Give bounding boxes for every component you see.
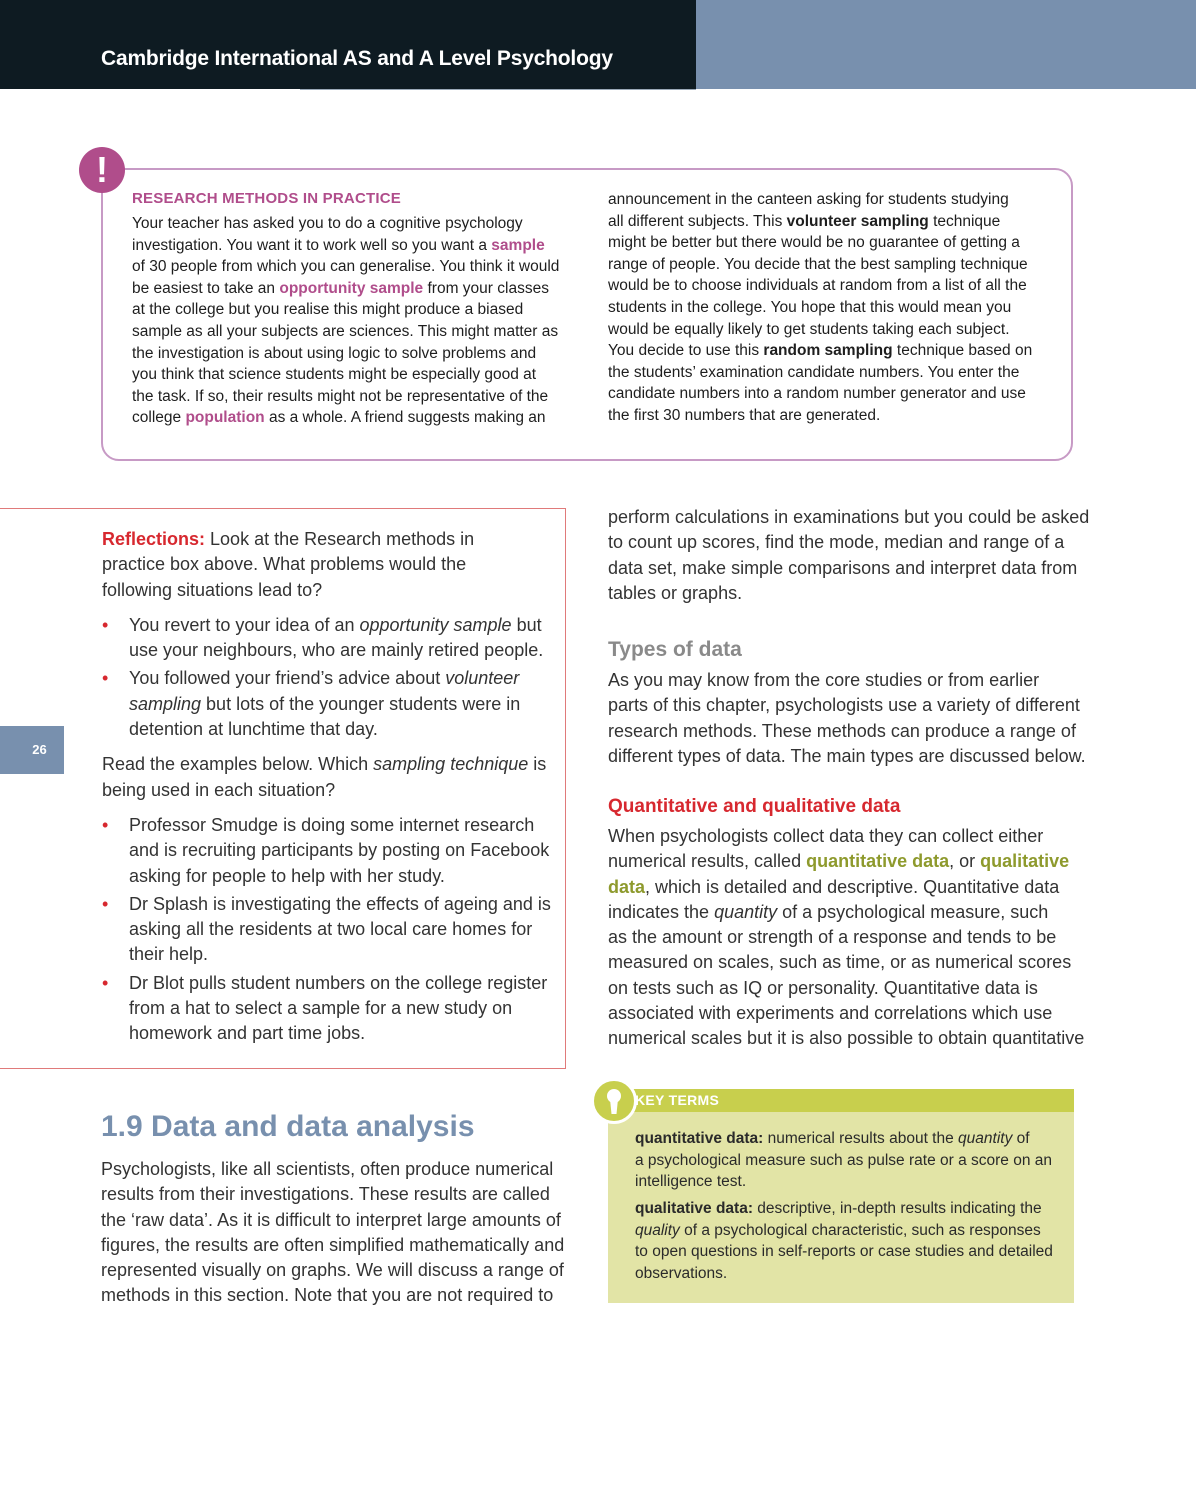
research-methods-heading: RESEARCH METHODS IN PRACTICE [132,190,401,207]
key-term-definition-qualitative: qualitative data: descriptive, in-depth results indicating the quality of a psychological characteristic, such as responses to open questions in self-reports or case studies and detailed observations. [635,1200,1053,1282]
page-number: 26 [0,726,64,774]
section-title: 1.9 Data and data analysis [101,1110,475,1143]
header-accent-bar [696,0,1196,89]
list-item: • You followed your friend’s advice about volunteer sampling but lots of the younger students were in detention at lunchtime that day. [102,666,552,742]
header-bar [0,0,696,89]
keyhole-icon [591,1078,637,1124]
quantitative-qualitative-paragraph: When psychologists collect data they can collect either numerical results, called quantitative data, or qualitative data, which is detailed and descriptive. Quantitative data indicates the quantity of a psychological measure, such as the amount or strength of a response and tends to be measured on scales, such as time, or as numerical scores on tests such as IQ or personality. Quantitative data is associated with experiments and correlations which use numerical scales but it is also possible to obtain quantitative [608,826,1085,1049]
header-rule [300,89,696,90]
book-title: Cambridge International AS and A Level Psychology [101,47,613,70]
key-term-definition-quantitative: quantitative data: numerical results about the quantity of a psychological measure such as pulse rate or a score on an intelligence test. [635,1130,1053,1191]
term-volunteer-sampling: volunteer sampling [786,212,929,230]
quantitative-qualitative-heading: Quantitative and qualitative data [608,796,901,817]
list-item: • Professor Smudge is doing some internet research and is recruiting participants by posting on Facebook asking for people to help with her study. [102,813,552,889]
key-term-opportunity-sample: opportunity sample [279,279,424,297]
key-term-population: population [185,409,265,427]
reflections-content: Reflections: Look at the Research methods in practice box above. What problems would the following situations lead to? • You revert to your idea of an opportunity sample but use your neighbours, who are mainly retired people. • You followed your friend’s advice about volunteer sampling but lots of the younger students were in detention at lunchtime that day. Read the examples below. Which sampling technique is being used in each situation? • Professor Smudge is doing some internet research and is recruiting participants by posting on Facebook asking for people to help with her study. • Dr Splash is investigating the effects of ageing and is asking all the residents at two local care homes for their help. • Dr Blot pulls student numbers on the college register from a hat to select a sample for a new study on homework and part time jobs. [102,527,552,1047]
types-of-data-heading: Types of data [608,638,742,661]
key-terms-label: KEY TERMS [635,1092,720,1108]
exclamation-icon: ! [79,147,125,193]
research-methods-right-column: announcement in the canteen asking for students studying all different subjects. This volunteer sampling technique might be better but there would be no guarantee of getting a range of people. You decide that the best sampling technique would be to choose individuals at random from a list of all the students in the college. You hope that this would mean you would be equally likely to get students taking each subject. You decide to use this random sampling technique based on the students’ examination candidate numbers. You enter the candidate numbers into a random number generator and use the first 30 numbers that are generated. [608,191,1033,424]
list-item: • Dr Blot pulls student numbers on the college register from a hat to select a sample for a new study on homework and part time jobs. [102,971,552,1047]
types-of-data-paragraph: As you may know from the core studies or from earlier parts of this chapter, psychologists use a variety of different research methods. These methods can produce a range of different types of data. The main types are discussed below. [608,670,1086,766]
key-term-qualitative: qualitative [980,851,1070,872]
list-item: • Dr Splash is investigating the effects of ageing and is asking all the residents at two local care homes for their help. [102,892,552,968]
list-item: • You revert to your idea of an opportunity sample but use your neighbours, who are mainly retired people. [102,613,552,664]
key-term-quantitative-data: quantitative data [806,851,950,872]
paragraph-continued: perform calculations in examinations but you could be asked to count up scores, find the mode, median and range of a data set, make simple comparisons and interpret data from tables or graphs. [608,507,1090,603]
section-intro: Psychologists, like all scientists, often produce numerical results from their investigations. These results are called the ‘raw data’. As it is difficult to interpret large amounts of figures, the results are often simplified mathematically and represented visually on graphs. We will discuss a range of methods in this section. Note that you are not required to [101,1159,565,1306]
term-random-sampling: random sampling [763,342,893,360]
research-methods-left-column: Your teacher has asked you to do a cognitive psychology investigation. You want it to work well so you want a sample of 30 people from which you can generalise. You think it would be easiest to take an opportunity sample from your classes at the college but you realise this might produce a biased sample as all your subjects are sciences. This might matter as the investigation is about using logic to solve problems and you think that science students might be especially good at the task. If so, their results might not be representative of the college population as a whole. A friend suggests making an [132,215,560,427]
reflections-label: Reflections: [102,529,206,549]
key-term-sample: sample [491,236,545,254]
key-term-data: data [608,876,646,897]
